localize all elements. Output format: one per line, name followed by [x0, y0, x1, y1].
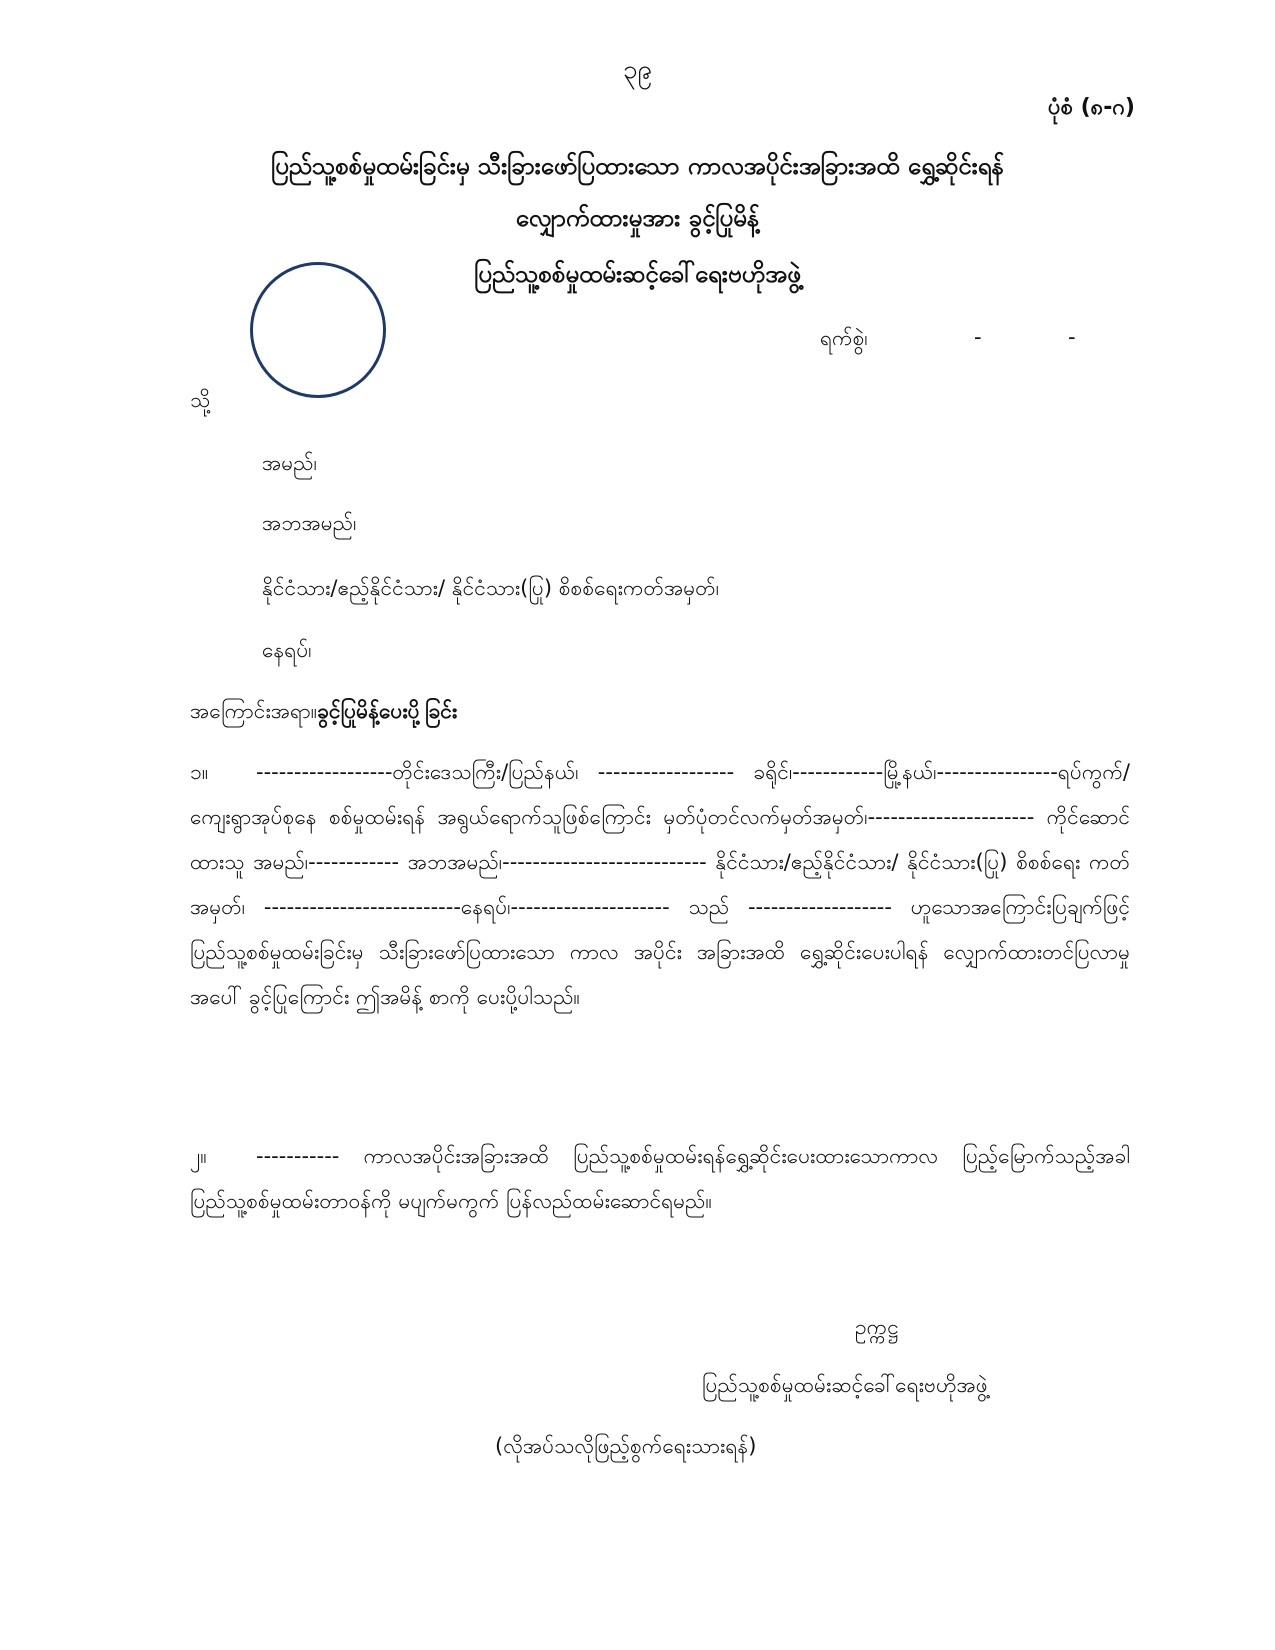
subject-line	[190, 698, 457, 729]
paragraph-number: ၂။	[190, 1144, 207, 1168]
nrc-field-label: နိုင်ငံသား/ဧည့်နိုင်ငံသား/ နိုင်ငံသား(ပြု) စိစစ်ရေးကတ်အမှတ်၊	[262, 576, 720, 600]
name-field-label: အမည်၊	[262, 451, 317, 475]
page-number: ၃၉	[622, 55, 653, 85]
subject-label: အကြောင်းအရာ။	[190, 699, 318, 723]
father-name-field-label: အဘအမည်၊	[262, 511, 357, 535]
document-title-line2: လျှောက်ထားမှုအား ခွင့်ပြုမိန့်	[515, 204, 760, 232]
paragraph-1	[190, 750, 1130, 1020]
paragraph-text: ------------------တိုင်းဒေသကြီး/ပြည်နယ်၊ ------------------ ခရိုင်၊------------မြို့နယ်၊----------------ရပ်ကွက်/ကျေးရွာအုပ်စုနေ စစ်မှုထမ်းရန် အရွယ်ရောက်သူဖြစ်ကြောင်း မှတ်ပုံတင်လက်မှတ်အမှတ်၊---------------------- ကိုင်ဆောင်ထားသူ အမည်၊------------ အဘအမည်၊--------------------------- နိုင်ငံသား/ဧည့်နိုင်ငံသား/ နိုင်ငံသား(ပြု) စိစစ်ရေး ကတ်အမှတ်၊ --------------------------နေရပ်၊--------------------- သည် ------------------- ဟူသောအကြောင်းပြချက်ဖြင့် ပြည်သူ့စစ်မှုထမ်းခြင်းမှ သီးခြားဖော်ပြထားသော ကာလ အပိုင်း အခြားအထိ ရွှေ့ဆိုင်းပေးပါရန် လျှောက်ထားတင်ပြလာမှုအပေါ် ခွင့်ပြုကြောင်း ဤအမိန့် စာကို ပေးပို့ပါသည်။	[190, 760, 1130, 1009]
paragraph-2	[190, 1134, 1130, 1224]
date-label: ရက်စွဲ၊	[820, 326, 868, 350]
paragraph-number: ၁။	[190, 760, 209, 784]
form-number: ပုံစံ (၈-ဂ)	[1048, 95, 1135, 120]
paragraph-text: ----------- ကာလအပိုင်းအခြားအထိ ပြည်သူ့စစ်မှုထမ်းရန်ရွှေ့ဆိုင်းပေးထားသောကာလ ပြည့်မြောက်သည့်အခါ ပြည်သူ့စစ်မှုထမ်းတာဝန်ကို မပျက်မကွက် ပြန်လည်ထမ်းဆောင်ရမည်။	[190, 1144, 1130, 1213]
date-separator: -	[974, 325, 982, 349]
recipient-to-label: သို့	[190, 388, 211, 412]
document-title-line1: ပြည်သူ့စစ်မှုထမ်းခြင်းမှ သီးခြားဖော်ပြထားသော ကာလအပိုင်းအခြားအထိ ရွှေ့ဆိုင်းရန်	[271, 152, 1004, 180]
address-field-label: နေရပ်၊	[262, 638, 312, 662]
signatory-title: ဥက္ကဋ္ဌ	[855, 1315, 899, 1339]
issuing-body-title: ပြည်သူ့စစ်မှုထမ်းဆင့်ခေါ်ရေးဗဟိုအဖွဲ့	[474, 260, 801, 288]
subject-text: ခွင့်ပြုမိန့်ပေးပို့ခြင်း	[317, 699, 458, 723]
seal-circle	[250, 262, 386, 398]
signatory-organization: ပြည်သူ့စစ်မှုထမ်းဆင့်ခေါ်ရေးဗဟိုအဖွဲ့	[702, 1373, 988, 1397]
date-separator: -	[1068, 325, 1076, 349]
fill-in-note: (လိုအပ်သလိုဖြည့်စွက်ရေးသားရန်)	[495, 1434, 757, 1458]
